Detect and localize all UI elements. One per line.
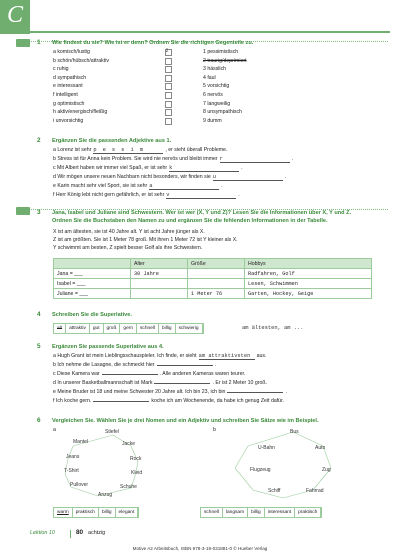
table-row	[54, 279, 372, 289]
table-cell: Juliane = ___	[54, 289, 131, 299]
noun-label: Schiff	[268, 488, 281, 494]
table-header-cell: Alter	[131, 259, 188, 269]
right-item: 5 vorsichtig	[203, 83, 230, 90]
word-chip: schwierig	[176, 324, 203, 333]
sisters-table	[53, 258, 372, 299]
sentence-text: .	[241, 165, 243, 171]
table-cell[interactable]	[131, 289, 188, 299]
left-item: i unvorsichtig	[53, 117, 84, 124]
noun-label: Jacke	[122, 441, 136, 447]
right-item: 8 unsympathisch	[203, 109, 242, 116]
sentence-line	[53, 353, 266, 360]
footer-divider	[70, 530, 71, 538]
info-line: Z ist am größten. Sie ist 1 Meter 78 groß. Mit ihren 1 Meter 72 ist Y kleiner als X.	[53, 237, 238, 243]
noun-label: Bus	[290, 429, 299, 435]
table-cell[interactable]: Lesen, Schwimmen	[245, 279, 372, 289]
right-item: 3 hässlich	[203, 66, 227, 73]
fill-blank[interactable]	[227, 392, 283, 393]
sentence-text: a Hugh Grant ist mein Lieblingsschauspieler. Ich finde, er sieht	[53, 353, 197, 359]
exercise-task: Ergänzen Sie passende Superlative aus 4.	[52, 344, 164, 350]
sentence-line	[53, 380, 267, 386]
handwritten-answer[interactable]: am ältesten, am ...	[242, 325, 304, 331]
sentence-line	[53, 147, 227, 154]
noun-label: Mantel	[73, 439, 89, 445]
adjective-chip: billig	[99, 508, 116, 517]
fill-blank[interactable]: r	[220, 156, 290, 163]
exercise-number: 5	[37, 343, 41, 350]
sentence-text: .	[285, 389, 287, 395]
answer-box[interactable]	[165, 118, 172, 125]
adjective-chip: interessant	[265, 508, 295, 517]
sentence-text: , er sieht überall Probleme.	[165, 147, 228, 153]
table-cell: Jana = ___	[54, 269, 131, 279]
answer-box[interactable]	[165, 83, 172, 90]
table-row	[54, 289, 372, 299]
table-cell: Isabel = ___	[54, 279, 131, 289]
sentence-line	[53, 398, 284, 404]
sentence-text: a Lorenz ist sehr	[53, 147, 92, 153]
sentence-text: d In unserer Basketballmannschaft ist Mark	[53, 380, 153, 386]
noun-label: Jeans	[66, 454, 80, 460]
table-cell[interactable]: 30 Jahre	[131, 269, 188, 279]
cd-icon	[16, 39, 30, 47]
adjective-box	[200, 507, 322, 518]
table-cell[interactable]	[188, 279, 245, 289]
sentence-text: aus.	[256, 353, 267, 359]
noun-label: Schuhe	[120, 484, 137, 490]
sentence-line	[53, 174, 286, 181]
noun-label: Anzug	[98, 492, 113, 498]
left-item: b schön/hübsch/attraktiv	[53, 57, 109, 64]
sentence-text: e Karin macht sehr viel Sport, sie ist sehr	[53, 183, 148, 189]
table-row	[54, 269, 372, 279]
info-line: Y schwimmt am besten, Z spielt besser Golf als ihre Schwestern.	[53, 245, 203, 251]
exercise-task: Jana, Isabel und Juliane sind Schwestern. Wer ist wer (X, Y und Z)? Lesen Sie die Informationen über X, Y und Z.	[52, 210, 352, 216]
sentence-text: c Diese Kamera war	[53, 371, 100, 377]
sentence-text: e Meine Bruder ist 18 und meine Schwester 20 Jahre alt. Ich bin 23, ich bin	[53, 389, 226, 395]
sentence-text: koche ich am Wochenende, da habe ich genug Zeit dafür.	[151, 398, 284, 404]
fill-blank[interactable]	[93, 401, 149, 402]
noun-label: Auto	[315, 445, 326, 451]
fill-blank[interactable]: a	[149, 183, 219, 190]
sentence-text: c Mit Albert haben wir immer viel Spaß, er ist sehr	[53, 165, 168, 171]
table-cell[interactable]: Garten, Hockey, Geige	[245, 289, 372, 299]
left-item: c ruhig	[53, 66, 69, 73]
sentence-line	[53, 183, 223, 190]
answer-digit[interactable]: 2	[165, 48, 169, 55]
sentence-line	[53, 389, 287, 395]
noun-label: Rock	[130, 456, 142, 462]
noun-label: Pullover	[70, 482, 89, 488]
adjective-chip: schnell	[201, 508, 223, 517]
section-letter: C	[7, 2, 24, 28]
table-cell[interactable]	[188, 269, 245, 279]
sentence-line	[53, 156, 293, 163]
exercise-task: Vergleichen Sie. Wählen Sie je drei Nomen und ein Adjektiv und schreiben Sie Sätze wie im Beispiel.	[52, 418, 319, 424]
cd-icon	[16, 207, 30, 215]
fill-blank[interactable]	[102, 374, 158, 375]
table-header-cell: Hobbys	[245, 259, 372, 269]
sentence-text: .	[238, 192, 240, 198]
header-rule	[30, 31, 390, 33]
adjective-chip: langsam	[223, 508, 248, 517]
sentence-text: . Er ist 2 Meter 10 groß.	[212, 380, 267, 386]
left-item: h aktiv/energisch/fleißig	[53, 109, 108, 116]
right-item: 7 langweilig	[203, 100, 231, 107]
right-item: 2 traurig/deprimiert	[203, 57, 247, 64]
noun-label: U-Bahn	[258, 445, 275, 451]
noun-label: Flugzeug	[250, 467, 271, 473]
table-cell[interactable]	[131, 279, 188, 289]
fill-blank[interactable]	[157, 365, 213, 366]
section-tab	[0, 0, 30, 34]
exercise-task: Ergänzen Sie die passenden Adjektive aus 1.	[52, 138, 172, 144]
left-item: d sympathisch	[53, 74, 87, 81]
exercise-number: 2	[37, 137, 41, 144]
answer-box[interactable]	[165, 58, 172, 65]
sentence-line	[53, 165, 243, 172]
page-word: achtzig	[88, 530, 106, 536]
sentence-text: d Wir mögen unsere neuen Nachbarn nicht besonders, wir finden sie	[53, 174, 211, 180]
sentence-text: .	[214, 362, 216, 368]
left-item: g optimistisch	[53, 100, 85, 107]
exercise-task: Schreiben Sie die Superlative.	[52, 312, 132, 318]
fill-blank[interactable]: k	[169, 165, 239, 172]
page-header	[0, 0, 400, 34]
table-header-cell	[54, 259, 131, 269]
fill-blank[interactable]: v	[166, 192, 236, 199]
adjective-chip: praktisch	[295, 508, 321, 517]
left-item: a komisch/lustig	[53, 49, 90, 55]
exercise-number: 6	[37, 417, 41, 424]
exercise-number: 3	[37, 209, 41, 216]
answer-box[interactable]	[165, 66, 172, 73]
left-item: e interessant	[53, 83, 83, 90]
sentence-text: . Alle anderen Kameras waren teurer.	[159, 371, 246, 377]
word-chip: groß	[104, 324, 121, 333]
exercise-task: Ordnen Sie die Buchstaben den Namen zu und ergänzen Sie die fehlenden Informationen in der Tabelle.	[52, 218, 328, 224]
answer-box[interactable]	[165, 75, 172, 82]
word-chip: gern	[120, 324, 137, 333]
word-box	[53, 323, 204, 334]
sentence-text: .	[291, 156, 294, 162]
transport-word-cloud	[213, 430, 363, 510]
sentence-text: b Stress ist für Anna kein Problem. Sie wird nie nervös und bleibt immer	[53, 156, 218, 162]
fill-blank[interactable]: p e s s i m	[93, 147, 163, 154]
noun-label: Zug	[322, 467, 331, 473]
exercise-task: Wie findest du sie? Wie ist er denn? Ordnen Sie die richtigen Gegenteile zu.	[52, 40, 254, 46]
noun-label: Stiefel	[105, 429, 119, 435]
part-label: a	[53, 427, 56, 433]
sentence-line	[53, 371, 245, 377]
adjective-chip: billig	[248, 508, 265, 517]
word-chip: gut	[90, 324, 104, 333]
left-item: f intelligent	[53, 92, 78, 98]
sentence-line	[53, 362, 216, 368]
word-chip: alt	[54, 324, 66, 333]
exercise-number: 1	[37, 39, 41, 46]
part-label: b	[213, 427, 216, 433]
sentence-text: b Ich nehme die Lasagne, die schmeckt hier	[53, 362, 155, 368]
answer-box[interactable]	[165, 101, 172, 108]
page-number: 80	[76, 529, 84, 536]
word-chip: attraktiv	[66, 324, 90, 333]
right-item: 9 dumm	[203, 117, 222, 124]
fill-blank[interactable]	[154, 383, 210, 384]
exercise-number: 4	[37, 311, 41, 318]
sentence-text: f Ich koche gern.	[53, 398, 92, 404]
word-chip: billig	[159, 324, 176, 333]
answer-box[interactable]	[165, 92, 172, 99]
noun-label: Fahrrad	[306, 488, 324, 494]
noun-label: Kleid	[131, 470, 143, 476]
adjective-box	[53, 507, 139, 518]
sentence-text: f Herr König lebt nicht gern gefährlich, er ist sehr	[53, 192, 165, 198]
noun-label: T-Shirt	[64, 468, 79, 474]
sentence-line	[53, 192, 240, 199]
fill-blank[interactable]: u	[213, 174, 283, 181]
info-line: X ist am ältesten, sie ist 40 Jahre alt. Y ist acht Jahre jünger als X.	[53, 229, 205, 235]
lesson-label: Lektion 10	[30, 530, 55, 536]
right-item: 1 pessimistisch	[203, 49, 239, 55]
adjective-chip: praktisch	[73, 508, 99, 517]
adjective-chip: warm	[54, 508, 73, 517]
answer-box[interactable]	[165, 109, 172, 116]
sentence-text: .	[284, 174, 287, 180]
table-cell[interactable]: Radfahren, Golf	[245, 269, 372, 279]
adjective-chip: elegant	[116, 508, 139, 517]
table-header-row	[54, 259, 372, 269]
table-header-cell: Größe	[188, 259, 245, 269]
copyright-line: Motive A2 Arbeitsbuch, ISBN 978-3-19-031881-0 © Hueber Verlag	[132, 546, 268, 551]
word-chip: schnell	[137, 324, 159, 333]
fill-blank[interactable]: am attraktivsten	[199, 353, 255, 360]
table-cell[interactable]: 1 Meter 76	[188, 289, 245, 299]
right-item: 4 faul	[203, 74, 216, 81]
right-item: 6 nervös	[203, 92, 223, 98]
sentence-text: .	[221, 183, 223, 189]
